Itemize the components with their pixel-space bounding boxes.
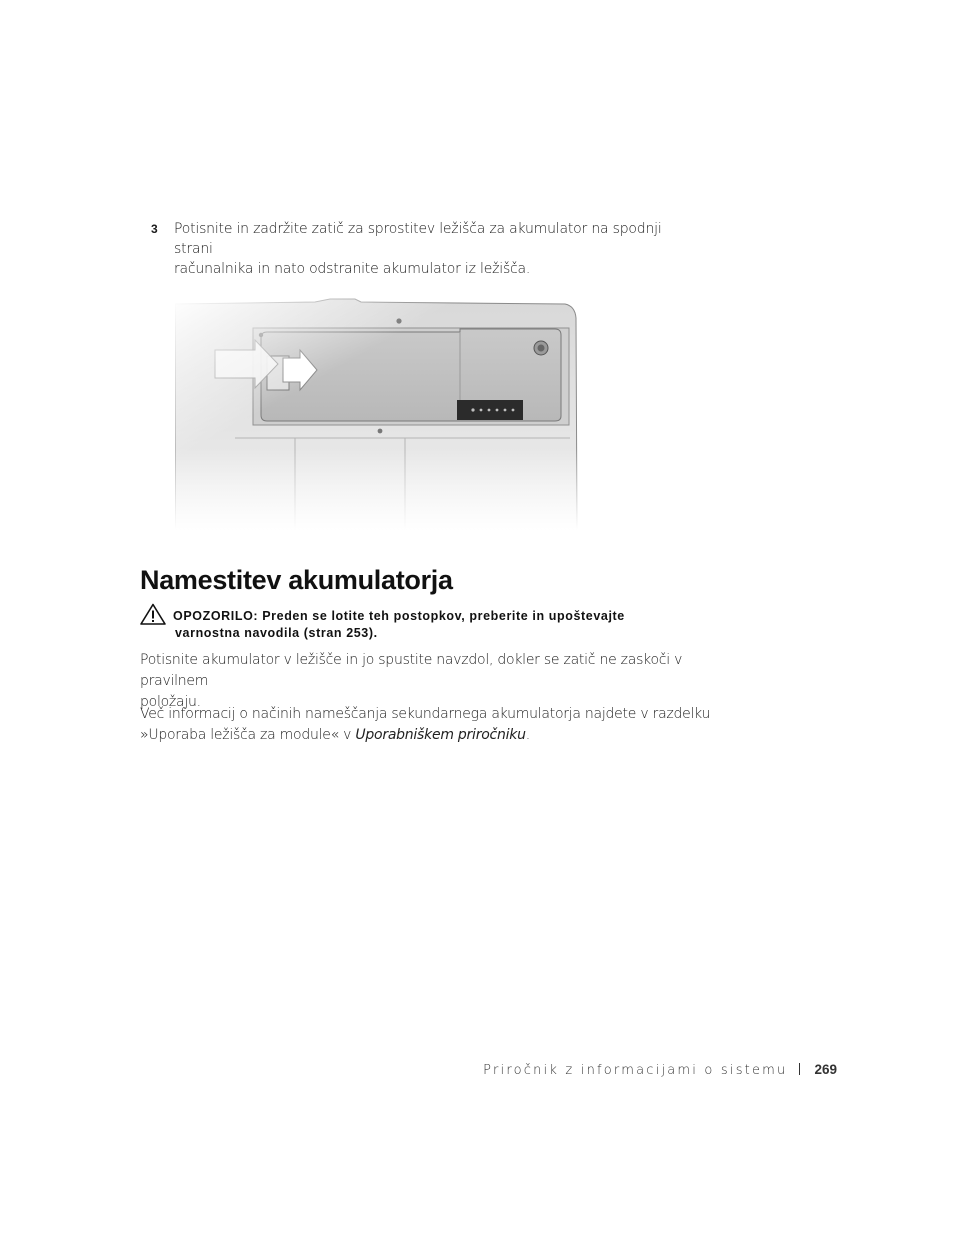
paragraph-2-line-2-end: . bbox=[525, 727, 530, 743]
step-text-line-2: računalnika in nato odstranite akumulator iz ležišča. bbox=[174, 261, 531, 277]
warning-notice bbox=[140, 603, 720, 642]
footer-title: Priročnik z informacijami o sistemu bbox=[483, 1063, 788, 1078]
step-3 bbox=[151, 219, 691, 279]
user-guide-reference: Uporabniškem priročniku bbox=[355, 727, 526, 743]
footer-divider bbox=[799, 1063, 800, 1075]
section-heading: Namestitev akumulatorja bbox=[140, 565, 453, 595]
warning-line-1: OPOZORILO: Preden se lotite teh postopkov, preberite in upoštevajte bbox=[173, 609, 625, 623]
step-text-line-1: Potisnite in zadržite zatič za sprostitev ležišča za akumulator na spodnji strani bbox=[174, 221, 662, 257]
page-number: 269 bbox=[814, 1062, 837, 1077]
step-text bbox=[174, 219, 691, 279]
battery-removal-illustration bbox=[175, 298, 585, 530]
warning-triangle-icon bbox=[140, 603, 166, 625]
paragraph-1-line-1: Potisnite akumulator v ležišče in jo spustite navzdol, dokler se zatič ne zaskoči v pravilnem bbox=[140, 652, 683, 689]
step-number: 3 bbox=[151, 222, 158, 236]
paragraph-more-info bbox=[140, 704, 740, 746]
warning-line-2: varnostna navodila (stran 253). bbox=[175, 626, 378, 640]
page-footer bbox=[483, 1062, 837, 1078]
paragraph-1-line-2: položaju. bbox=[140, 694, 201, 710]
warning-text bbox=[173, 603, 720, 642]
paragraph-2-line-2-start: »Uporaba ležišča za module« v bbox=[140, 727, 356, 743]
paragraph-2-line-1: Več informacij o načinih nameščanja sekundarnega akumulatorja najdete v razdelku bbox=[140, 706, 711, 722]
